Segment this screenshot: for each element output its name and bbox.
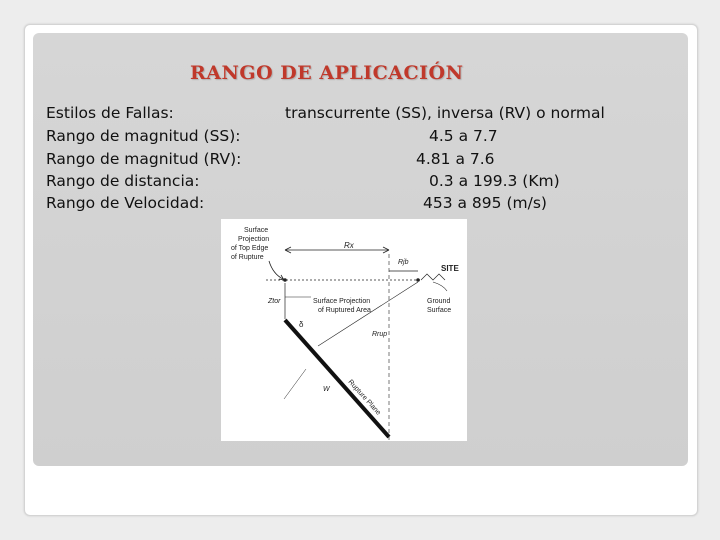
row-label: Rango de magnitud (SS):: [46, 127, 241, 145]
row-label: Rango de magnitud (RV):: [46, 150, 242, 168]
site-point: [416, 278, 420, 282]
label-ground-2: Surface: [427, 307, 452, 314]
fault-geometry-diagram: [221, 219, 467, 441]
label-surface-2: Projection: [238, 236, 270, 243]
leader-arrow: [269, 261, 283, 279]
label-projection-2: of Ruptured Area: [318, 307, 371, 314]
rjb-label: Rjb: [398, 259, 409, 266]
row-label: Estilos de Fallas:: [46, 104, 174, 122]
hatch: [421, 274, 445, 280]
rrup-label: Rrup: [372, 331, 388, 338]
label-projection-1: Surface Projection: [313, 298, 371, 305]
delta-label: δ: [299, 320, 304, 329]
row-label: Rango de distancia:: [46, 172, 200, 190]
rupture-plane-label: Rupture Plane: [346, 378, 382, 417]
ground-leader: [433, 282, 447, 291]
label-surface-3: of Top Edge: [231, 245, 269, 252]
row-value: transcurrente (SS), inversa (RV) o normal: [285, 104, 605, 122]
label-ground-1: Ground: [427, 298, 451, 305]
row-value: 4.5 a 7.7: [429, 127, 498, 145]
top-edge-point: [283, 278, 287, 282]
ztor-label: Ztor: [268, 298, 281, 305]
diagram-svg: [221, 219, 467, 441]
row-value: 0.3 a 199.3 (Km): [429, 172, 560, 190]
rx-label: Rx: [344, 241, 354, 250]
rrup-line: [318, 282, 418, 346]
site-label: SITE: [441, 264, 459, 273]
row-value: 453 a 895 (m/s): [423, 194, 547, 212]
w-tick: [284, 369, 306, 399]
label-surface-4: of Rupture: [231, 254, 264, 261]
row-label: Rango de Velocidad:: [46, 194, 205, 212]
label-surface-1: Surface: [244, 227, 269, 234]
slide-title: RANGO DE APLICACIÓN: [190, 62, 464, 84]
row-value: 4.81 a 7.6: [416, 150, 495, 168]
w-label: W: [323, 386, 330, 393]
